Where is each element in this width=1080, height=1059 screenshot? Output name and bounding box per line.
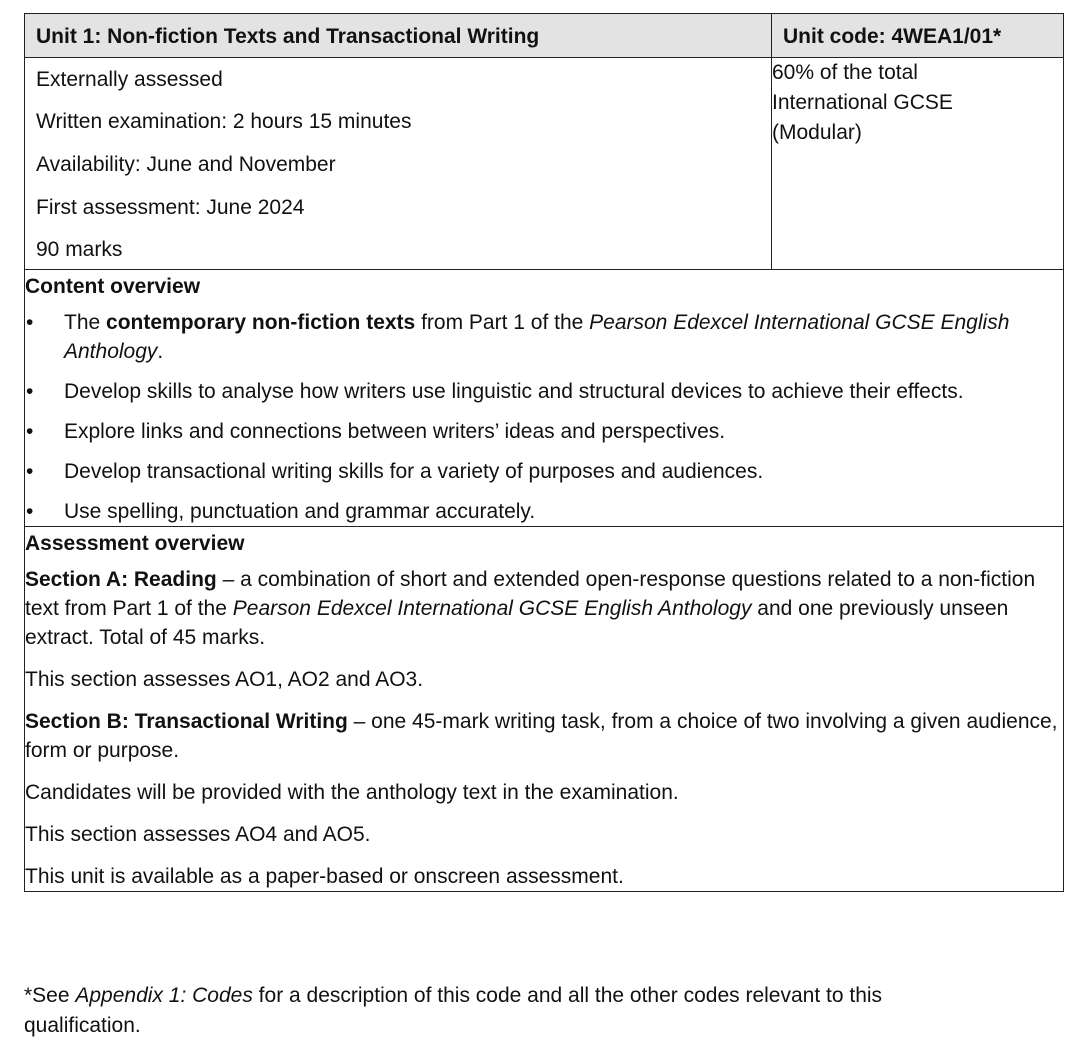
section-a-label: Section A: Reading bbox=[25, 568, 217, 591]
content-bullet: • Develop skills to analyse how writers use linguistic and structural devices to achieve their effects. bbox=[25, 377, 1063, 406]
section-b-label: Section B: Transactional Writing bbox=[25, 710, 348, 733]
assessment-type: Externally assessed bbox=[36, 67, 223, 91]
weighting-cell bbox=[772, 58, 1064, 270]
section-a-description: Section A: Reading – a combination of short and extended open-response questions related to a non-fiction text from Part 1 of the Pearson Edexcel International GCSE English Anthology and one previously unseen extract. Total of 45 marks. bbox=[25, 568, 1036, 649]
availability-note: This unit is available as a paper-based or onscreen assessment. bbox=[25, 865, 624, 888]
assessment-overview-cell bbox=[25, 527, 1064, 892]
content-bullet: • Develop transactional writing skills for a variety of purposes and audiences. bbox=[25, 457, 1063, 486]
assessment-overview-title: Assessment overview bbox=[25, 532, 245, 555]
section-b-description: Section B: Transactional Writing – one 45-mark writing task, from a choice of two involving a given audience, form or purpose. bbox=[25, 710, 1058, 762]
content-bullet: • Use spelling, punctuation and grammar accurately. bbox=[25, 497, 1063, 526]
details-cell bbox=[25, 58, 772, 270]
assessment-row bbox=[25, 527, 1064, 892]
availability: Availability: June and November bbox=[36, 153, 336, 176]
unit-code: Unit code: 4WEA1/01* bbox=[772, 14, 1064, 58]
unit-spec-table bbox=[24, 13, 1064, 892]
appendix-reference: Appendix 1: Codes bbox=[75, 984, 253, 1007]
content-overview-cell bbox=[25, 270, 1064, 527]
content-bullet: • Explore links and connections between writers’ ideas and perspectives. bbox=[25, 417, 1063, 446]
section-a-objectives: This section assesses AO1, AO2 and AO3. bbox=[25, 668, 424, 691]
anthology-title: Pearson Edexcel International GCSE English Anthology bbox=[64, 311, 1010, 363]
exam-duration: Written examination: 2 hours 15 minutes bbox=[36, 110, 412, 133]
first-assessment: First assessment: June 2024 bbox=[36, 196, 305, 219]
details-row bbox=[25, 58, 1064, 270]
anthology-title: Pearson Edexcel International GCSE English Anthology bbox=[232, 597, 752, 620]
header-row bbox=[25, 14, 1064, 58]
emphasis-text: contemporary non-fiction texts bbox=[106, 311, 416, 334]
weighting-line: (Modular) bbox=[772, 121, 862, 144]
content-overview-title: Content overview bbox=[25, 275, 201, 298]
footnote: *See Appendix 1: Codes for a description of this code and all the other codes relevant to this qualification. bbox=[24, 984, 883, 1037]
total-marks: 90 marks bbox=[36, 237, 123, 261]
weighting-line: International GCSE bbox=[772, 91, 953, 114]
content-row bbox=[25, 270, 1064, 527]
content-bullet-list bbox=[25, 308, 1063, 526]
candidates-note: Candidates will be provided with the anthology text in the examination. bbox=[25, 781, 679, 804]
section-b-objectives: This section assesses AO4 and AO5. bbox=[25, 823, 371, 846]
content-bullet: • The contemporary non-fiction texts from Part 1 of the Pearson Edexcel International GCSE English Anthology. bbox=[25, 308, 1063, 366]
weighting-line: 60% of the total bbox=[772, 61, 918, 84]
unit-title: Unit 1: Non-fiction Texts and Transactional Writing bbox=[25, 14, 772, 58]
